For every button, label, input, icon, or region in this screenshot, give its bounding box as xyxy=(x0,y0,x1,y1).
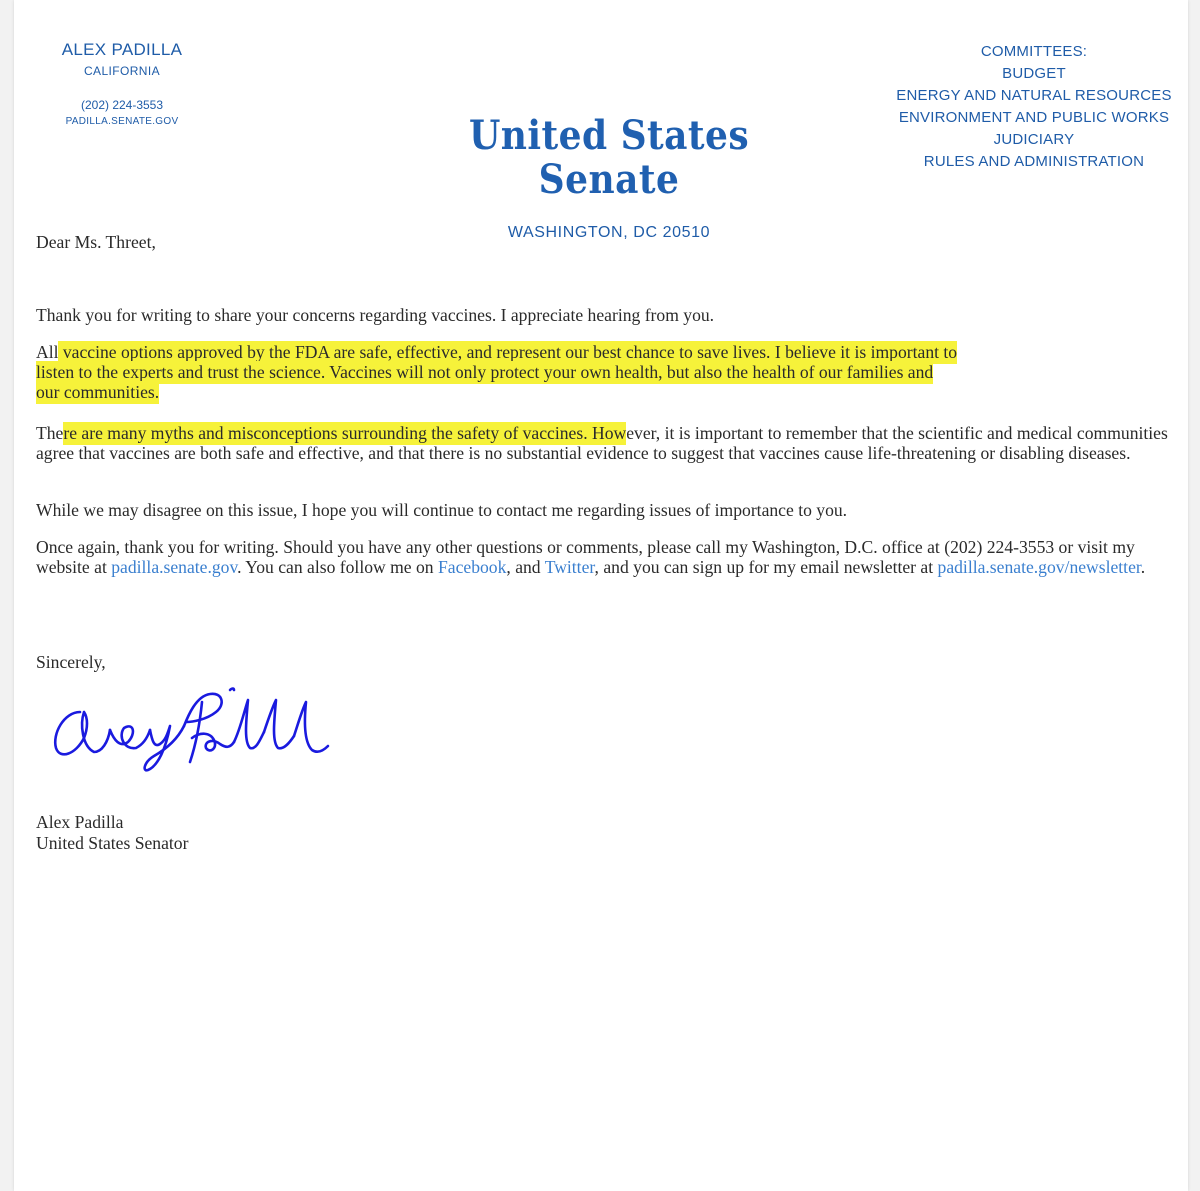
sender-website: PADILLA.SENATE.GOV xyxy=(65,116,179,127)
newsletter-link[interactable]: padilla.senate.gov/newsletter xyxy=(937,557,1141,577)
institution-address: WASHINGTON, DC 20510 xyxy=(507,224,711,241)
institution-title: United States Senate xyxy=(468,112,750,203)
paragraph-2-start: All xyxy=(36,342,59,362)
paragraph-1: Thank you for writing to share your concerns regarding vaccines. I appreciate hearing from you. xyxy=(36,305,715,325)
highlighted-text: vaccine options approved by the FDA are safe, effective, and represent our best chance to save lives. I believe it is important to xyxy=(58,342,958,362)
closing: Sincerely, xyxy=(36,652,106,672)
committee-item: BUDGET xyxy=(1002,65,1066,82)
letter-page xyxy=(14,0,1188,1191)
paragraph-5-text: . You can also follow me on xyxy=(237,557,438,577)
facebook-link[interactable]: Facebook xyxy=(438,557,507,577)
letterhead-center xyxy=(394,114,824,242)
sender-name: ALEX PADILLA xyxy=(61,40,183,59)
committee-item: ENERGY AND NATURAL RESOURCES xyxy=(896,87,1172,104)
signer-block xyxy=(36,812,188,854)
salutation: Dear Ms. Threet, xyxy=(36,232,156,252)
committees-heading: COMMITTEES: xyxy=(980,43,1088,60)
paragraph-5-text: . xyxy=(1140,557,1146,577)
paragraph-3 xyxy=(36,423,1171,463)
paragraph-5-text: Once again, thank you for writing. Should you have any other questions or comments, please call my Washington, D.C. office at (202) 224-3553 or visit my website at xyxy=(36,537,1135,577)
twitter-link[interactable]: Twitter xyxy=(544,557,595,577)
sender-phone: (202) 224-3553 xyxy=(80,98,164,112)
paragraph-2 xyxy=(36,342,1171,402)
paragraph-5-text: , and xyxy=(506,557,545,577)
website-link[interactable]: padilla.senate.gov xyxy=(111,557,238,577)
sender-state: CALIFORNIA xyxy=(83,64,160,78)
committees-block xyxy=(894,41,1174,173)
highlighted-text: re are many myths and misconceptions surrounding the safety of vaccines. How xyxy=(63,423,627,443)
signer-title: United States Senator xyxy=(36,833,189,853)
committee-item: RULES AND ADMINISTRATION xyxy=(923,153,1145,170)
highlighted-text: our communities. xyxy=(36,382,160,402)
signer-name: Alex Padilla xyxy=(36,812,124,832)
paragraph-4: While we may disagree on this issue, I hope you will continue to contact me regarding issues of importance to you. xyxy=(36,500,848,520)
highlighted-text: listen to the experts and trust the science. Vaccines will not only protect your own health, but also the health of our families and xyxy=(36,362,934,382)
signature-image xyxy=(50,682,330,782)
committee-item: ENVIRONMENT AND PUBLIC WORKS xyxy=(898,109,1170,126)
committee-item: JUDICIARY xyxy=(993,131,1075,148)
paragraph-3-start: The xyxy=(36,423,64,443)
paragraph-5 xyxy=(36,537,1171,577)
paragraph-5-text: , and you can sign up for my email newsletter at xyxy=(594,557,938,577)
sender-block xyxy=(32,40,212,127)
paragraph-3-rest: ever, it is important to remember that the scientific and medical communities agree that vaccines are both safe and effective, and that there is no substantial evidence to suggest that vaccines cause life-threatening or disabling diseases. xyxy=(36,423,1168,463)
